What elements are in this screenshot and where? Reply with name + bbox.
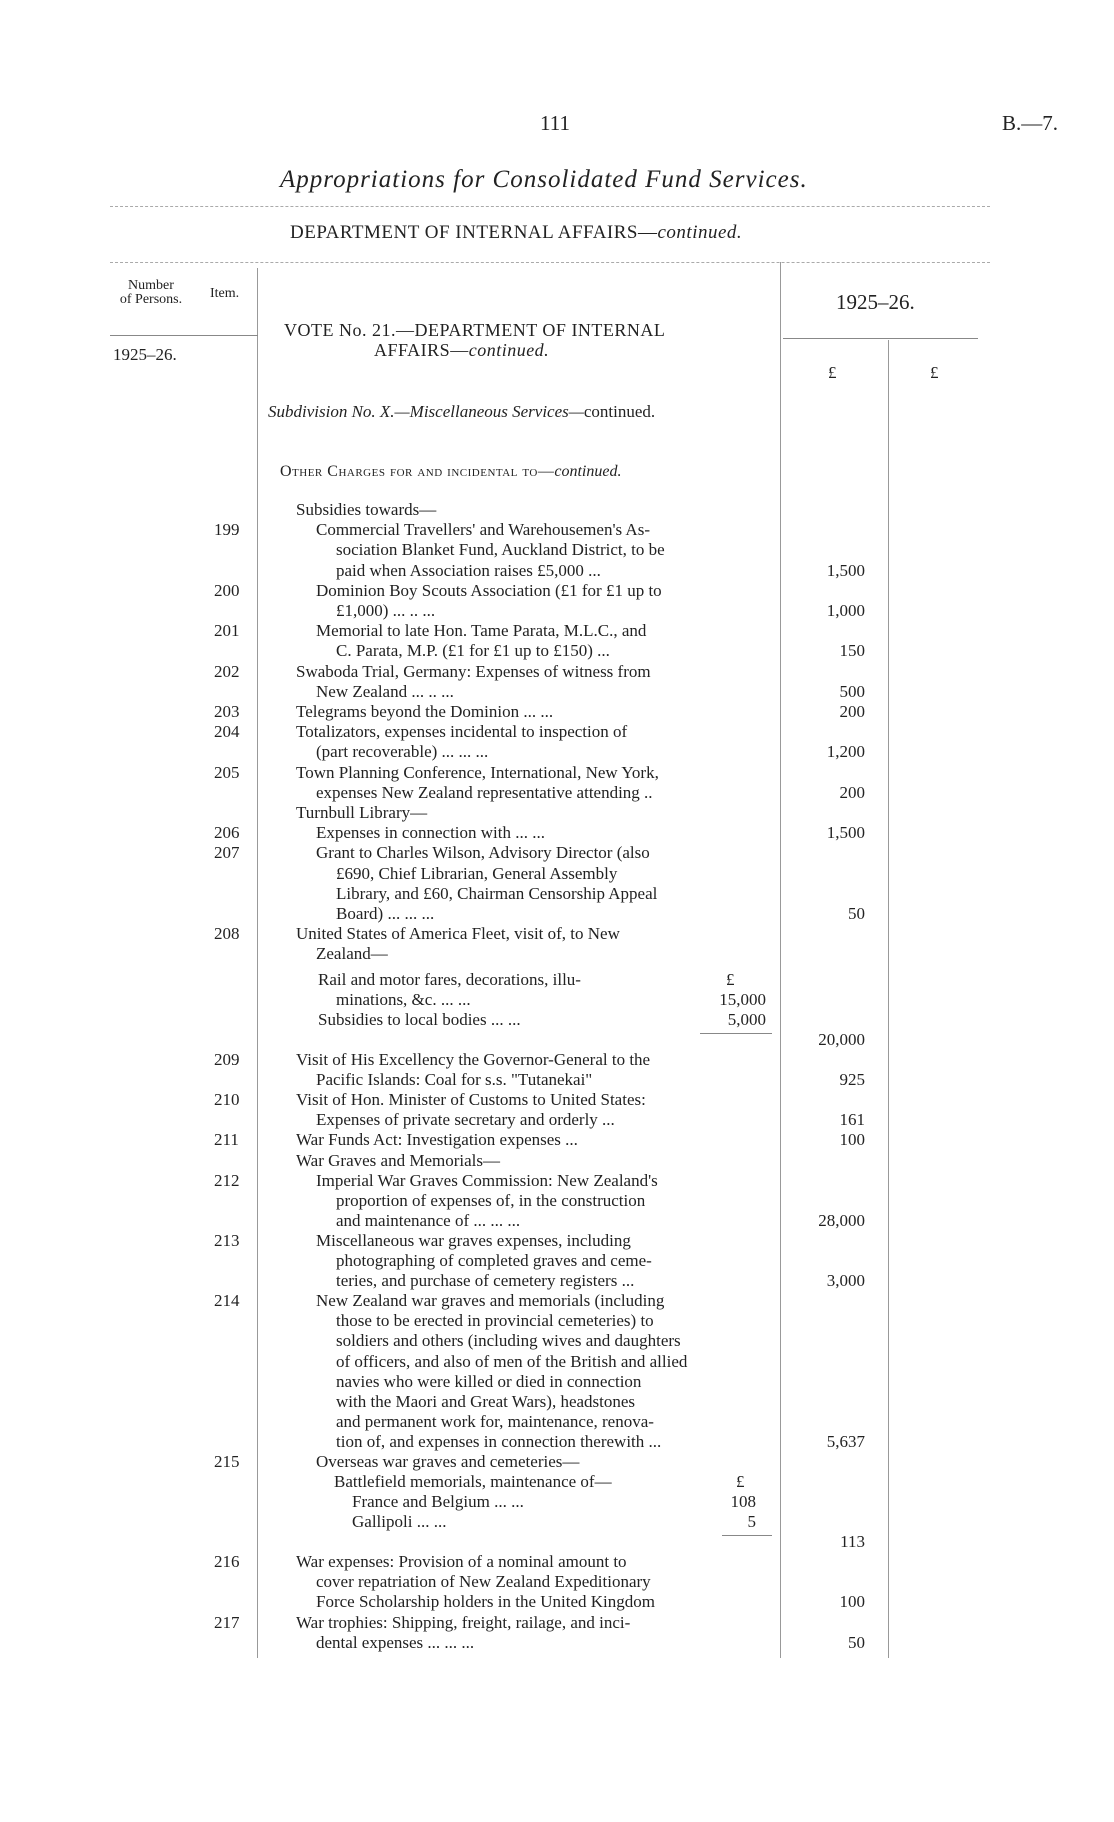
number-header-line-1: Number: [128, 278, 174, 293]
year-right-header: 1925–26.: [836, 290, 915, 314]
item-amount: 925: [839, 1070, 865, 1090]
department-continued: continued.: [657, 222, 743, 243]
item-description: Force Scholarship holders in the United Kingdom: [316, 1592, 656, 1612]
item-column-divider: [257, 268, 258, 1658]
fleet-total: 20,000: [818, 1030, 865, 1049]
item-amount: 1,200: [826, 742, 865, 762]
item-number: 204: [214, 722, 240, 742]
item-number: 201: [214, 621, 240, 641]
overseas-line-1: Battlefield memorials, maintenance of—: [334, 1472, 612, 1491]
overseas-line-2-amount: 108: [730, 1492, 756, 1511]
item-amount: 100: [839, 1130, 865, 1150]
item-description: Pacific Islands: Coal for s.s. "Tutanekai": [316, 1070, 593, 1090]
vote-heading-continued: continued.: [468, 340, 550, 360]
item-description: Dominion Boy Scouts Association (£1 for £1 up to: [316, 580, 662, 600]
item-amount: 1,500: [826, 560, 865, 580]
fleet-line-3-amount: 5,000: [727, 1010, 766, 1029]
item-description: Imperial War Graves Commission: New Zealand's: [316, 1170, 658, 1190]
pound-column-1: £: [828, 363, 837, 382]
item-description: Visit of His Excellency the Governor-General to the: [296, 1050, 651, 1069]
item-amount: 3,000: [826, 1271, 865, 1291]
item-description: with the Maori and Great Wars), headstones: [336, 1391, 636, 1411]
subdivision-heading: [268, 402, 655, 422]
item-description: Library, and £60, Chairman Censorship Appeal: [336, 883, 658, 903]
item-amount: 1,500: [826, 823, 865, 843]
item-description: New Zealand war graves and memorials (including: [316, 1291, 665, 1311]
vote-heading-affairs: AFFAIRS—: [374, 340, 469, 360]
pound-column-2: £: [930, 363, 939, 382]
fleet-line-3: Subsidies to local bodies ... ...: [318, 1010, 521, 1029]
header-left-rule: [110, 335, 258, 336]
number-of-persons-header: [106, 279, 196, 307]
item-number: 210: [214, 1090, 240, 1110]
page-title: Appropriations for Consolidated Fund Services.: [280, 166, 808, 193]
overseas-line-3: Gallipoli ... ...: [352, 1512, 447, 1531]
item-description: Subsidies towards—: [296, 500, 437, 519]
item-description: sociation Blanket Fund, Auckland District, to be: [336, 540, 665, 560]
item-description: War Funds Act: Investigation expenses ...: [296, 1130, 578, 1150]
item-description: War expenses: Provision of a nominal amount to: [296, 1552, 627, 1571]
item-number: 206: [214, 823, 240, 843]
item-description: proportion of expenses of, in the construction: [336, 1190, 646, 1210]
fleet-subtotal-rule: [700, 1033, 772, 1034]
item-description: £1,000) ... .. ...: [336, 601, 436, 620]
item-description: Zealand—: [316, 944, 388, 964]
item-description: soldiers and others (including wives and daughters: [336, 1331, 681, 1351]
item-description: Totalizators, expenses incidental to inspection of: [296, 722, 628, 742]
item-number: 213: [214, 1230, 240, 1250]
item-description: Town Planning Conference, International, New York,: [296, 762, 659, 782]
overseas-pound-sign: £: [736, 1472, 745, 1491]
item-description: Memorial to late Hon. Tame Parata, M.L.C., and: [316, 621, 647, 641]
item-description: and permanent work for, maintenance, renova-: [336, 1411, 654, 1431]
item-description: (part recoverable) ... ... ...: [316, 742, 489, 762]
year-left-header: 1925–26.: [113, 345, 177, 364]
item-amount: 200: [839, 782, 865, 802]
other-charges-continued: continued.: [554, 463, 622, 480]
item-description: and maintenance of ... ... ...: [336, 1210, 521, 1230]
item-description: War trophies: Shipping, freight, railage, and inci-: [296, 1612, 631, 1632]
overseas-line-3-amount: 5: [747, 1512, 756, 1531]
item-amount: 200: [839, 702, 865, 721]
item-description: Grant to Charles Wilson, Advisory Director (also: [316, 843, 650, 863]
item-description: Board) ... ... ...: [336, 904, 435, 923]
item-number: 207: [214, 843, 240, 863]
item-number: 211: [214, 1130, 239, 1150]
item-description: navies who were killed or died in connection: [336, 1371, 642, 1391]
item-description: cover repatriation of New Zealand Expeditionary: [316, 1572, 651, 1592]
item-number: 215: [214, 1452, 240, 1471]
overseas-subtotal-rule: [722, 1535, 772, 1536]
overseas-total: 113: [840, 1532, 865, 1551]
fleet-line-2: minations, &c. ... ...: [336, 990, 471, 1009]
item-description: £690, Chief Librarian, General Assembly: [336, 863, 618, 883]
item-description: Turnbull Library—: [296, 803, 428, 822]
item-header: Item.: [210, 286, 240, 301]
item-amount: 28,000: [818, 1210, 865, 1230]
vote-heading-line-2: [374, 340, 549, 361]
item-description: Telegrams beyond the Dominion ... ...: [296, 702, 554, 721]
overseas-line-2: France and Belgium ... ...: [352, 1492, 524, 1511]
item-description: teries, and purchase of cemetery registers ...: [336, 1271, 635, 1291]
item-description: paid when Association raises £5,000 ...: [336, 560, 601, 580]
fleet-line-1: Rail and motor fares, decorations, illu-: [318, 970, 581, 989]
item-description: dental expenses ... ... ...: [316, 1632, 475, 1652]
item-number: 203: [214, 702, 240, 721]
item-number: 208: [214, 924, 240, 944]
item-description: those to be erected in provincial cemeteries) to: [336, 1311, 654, 1331]
item-number: 200: [214, 580, 240, 600]
department-heading: [290, 222, 742, 244]
header-right-rule: [783, 338, 978, 339]
department-rule: [110, 262, 990, 263]
item-description: Expenses in connection with ... ...: [316, 823, 545, 843]
amount-column-divider: [780, 262, 781, 1658]
item-description: Overseas war graves and cemeteries—: [316, 1452, 580, 1471]
item-description: Visit of Hon. Minister of Customs to United States:: [296, 1090, 646, 1110]
item-description: of officers, and also of men of the British and allied: [336, 1351, 688, 1371]
vote-heading-line-1: VOTE No. 21.—DEPARTMENT OF INTERNAL: [284, 320, 666, 340]
item-amount: 500: [839, 681, 865, 701]
item-number: 216: [214, 1552, 240, 1571]
item-description: photographing of completed graves and ceme-: [336, 1251, 652, 1270]
item-amount: 50: [848, 1632, 865, 1652]
item-description: expenses New Zealand representative attending ..: [316, 782, 653, 802]
fleet-line-2-amount: 15,000: [719, 990, 766, 1009]
item-number: 214: [214, 1291, 240, 1311]
item-description: C. Parata, M.P. (£1 for £1 up to £150) ...: [336, 641, 610, 661]
item-amount: 100: [839, 1592, 865, 1612]
item-amount: 1,000: [826, 601, 865, 620]
other-charges-heading: [280, 463, 621, 481]
other-charges-label: Other Charges for and incidental to—: [280, 463, 555, 480]
item-description: tion of, and expenses in connection therewith ...: [336, 1431, 662, 1451]
page-number: 111: [540, 111, 570, 135]
title-rule: [110, 206, 990, 207]
item-number: 209: [214, 1050, 240, 1069]
item-description: Expenses of private secretary and orderly ...: [316, 1110, 615, 1130]
item-description: War Graves and Memorials—: [296, 1150, 500, 1170]
item-description: New Zealand ... .. ...: [316, 681, 454, 701]
item-number: 205: [214, 762, 240, 782]
item-number: 212: [214, 1170, 240, 1190]
item-number: 199: [214, 520, 240, 540]
second-amount-column-divider: [888, 340, 889, 1658]
item-amount: 150: [839, 641, 865, 661]
item-amount: 5,637: [826, 1431, 865, 1451]
item-number: 202: [214, 661, 240, 681]
item-amount: 161: [839, 1110, 865, 1130]
item-description: Miscellaneous war graves expenses, including: [316, 1230, 631, 1250]
item-description: Commercial Travellers' and Warehousemen's As-: [316, 520, 650, 540]
fleet-pound-sign: £: [726, 970, 735, 989]
subdivision-label: Subdivision No. X.—Miscellaneous Services—: [268, 402, 584, 421]
department-name: DEPARTMENT OF INTERNAL AFFAIRS—: [290, 222, 658, 243]
item-amount: 50: [848, 904, 865, 923]
item-description: Swaboda Trial, Germany: Expenses of witness from: [296, 661, 651, 681]
document-reference: B.—7.: [1002, 111, 1059, 135]
number-header-line-2: of Persons.: [119, 292, 183, 307]
subdivision-continued: continued.: [583, 402, 656, 421]
item-number: 217: [214, 1612, 240, 1632]
item-description: United States of America Fleet, visit of, to New: [296, 924, 620, 944]
